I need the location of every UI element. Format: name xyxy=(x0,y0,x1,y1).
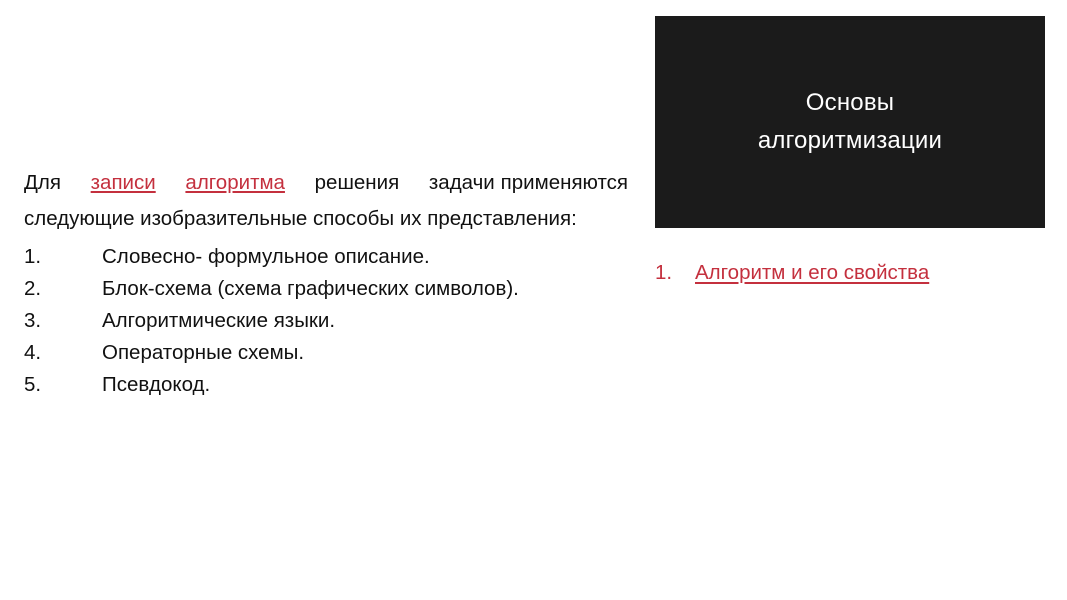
paragraph-word-middle: решения xyxy=(314,171,400,194)
list-item xyxy=(24,369,628,401)
paragraph-tail: задачи применяются следующие изобразительные способы их представления: xyxy=(24,171,628,230)
list-item-number: 3. xyxy=(24,309,42,332)
list-item-number: 1. xyxy=(24,245,42,268)
list-item xyxy=(24,305,628,337)
list-item-label: Псевдокод. xyxy=(102,373,211,396)
left-content-column xyxy=(24,165,628,401)
list-item-label: Алгоритмические языки. xyxy=(102,309,336,332)
title-line-2: алгоритмизации xyxy=(757,127,943,154)
list-item xyxy=(24,337,628,369)
list-item-label: Блок-схема (схема графических символов). xyxy=(102,277,519,300)
topic-item-label: Алгоритм и его свойства xyxy=(695,261,930,284)
methods-list xyxy=(24,241,628,401)
topics-list xyxy=(655,258,1055,288)
list-item[interactable] xyxy=(655,258,1055,288)
paragraph-word-before: Для xyxy=(24,171,61,194)
highlight-algoritma: алгоритма xyxy=(185,171,285,194)
highlight-zapisi: записи xyxy=(90,171,156,194)
title-card xyxy=(655,16,1045,228)
list-item-label: Словесно- формульное описание. xyxy=(102,245,430,268)
topic-item-number: 1. xyxy=(655,261,673,284)
list-item xyxy=(24,241,628,273)
title-line-1: Основы xyxy=(805,89,895,116)
list-item-number: 2. xyxy=(24,277,42,300)
list-item-number: 4. xyxy=(24,341,42,364)
list-item-number: 5. xyxy=(24,373,42,396)
list-item xyxy=(24,273,628,305)
list-item-label: Операторные схемы. xyxy=(102,341,305,364)
intro-paragraph xyxy=(24,165,628,237)
